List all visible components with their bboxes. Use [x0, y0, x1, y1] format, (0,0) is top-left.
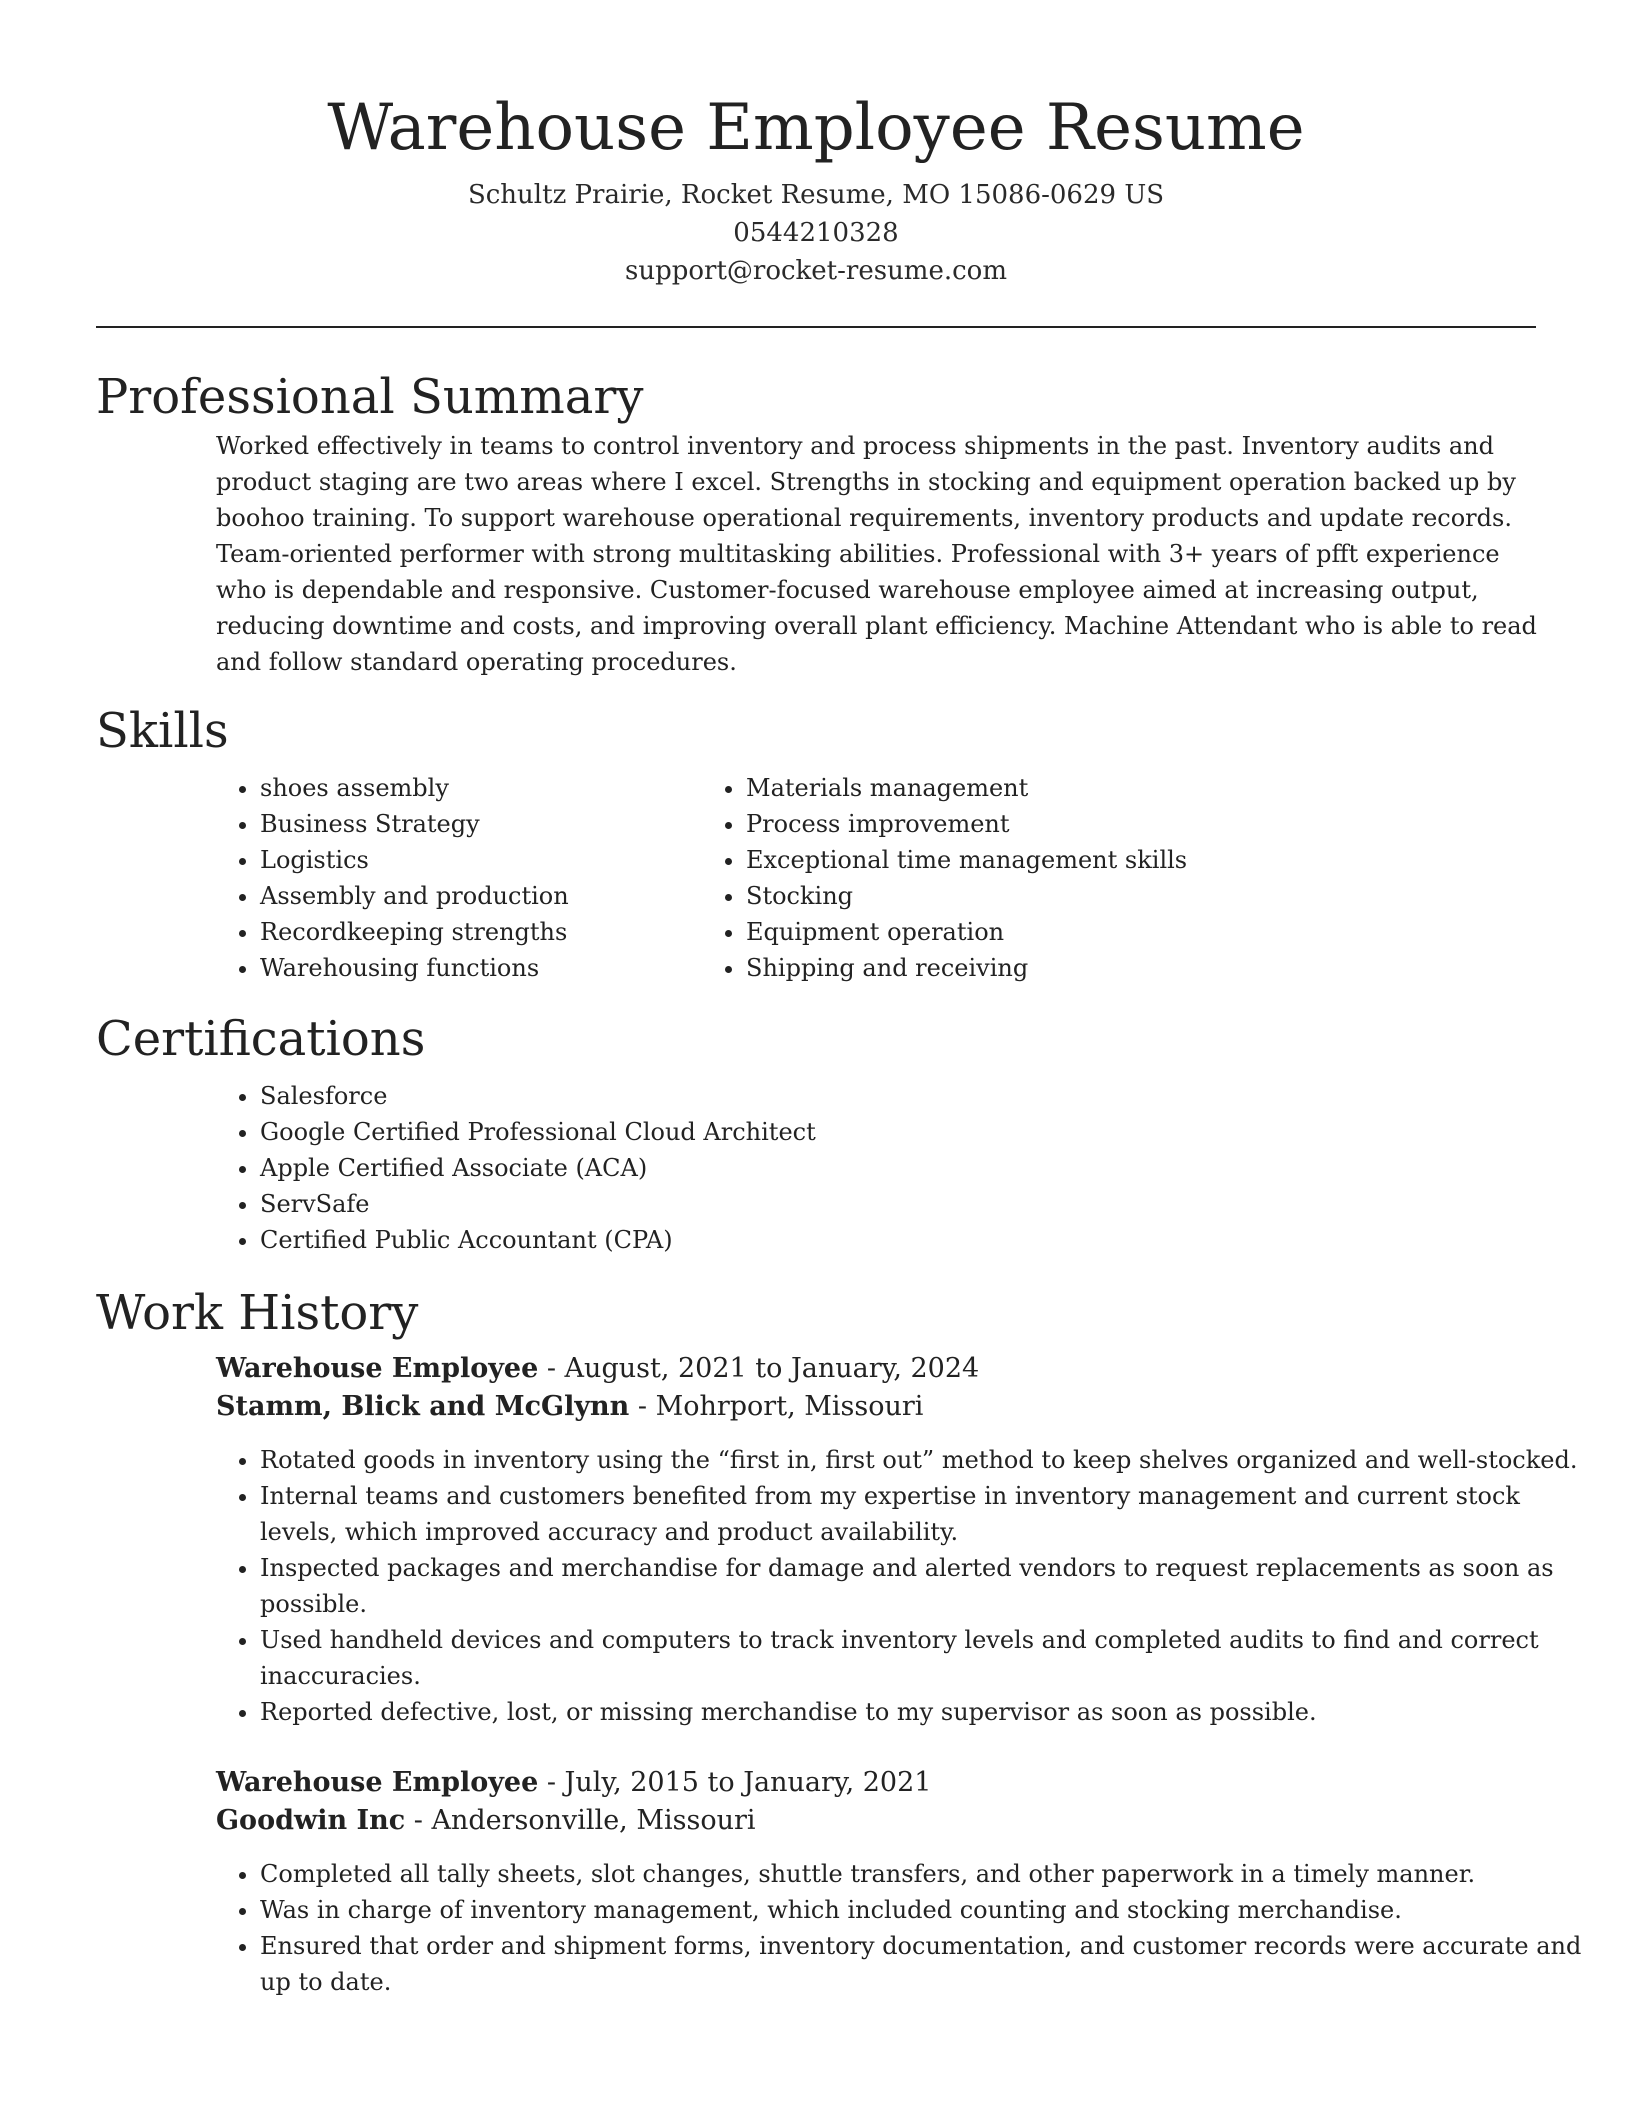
certifications-heading: Certifications — [96, 1011, 426, 1067]
job-bullets — [96, 1442, 1600, 1730]
job-bullets — [96, 1856, 1600, 2000]
resume-header — [96, 0, 1536, 290]
job-entry — [96, 1764, 1582, 2000]
header-divider — [96, 326, 1536, 328]
skill-item: • Business Strategy — [260, 806, 746, 842]
skill-item: • Assembly and production — [260, 878, 746, 914]
skill-item: • Equipment operation — [746, 914, 1187, 950]
job-title-line — [216, 1764, 1536, 1802]
job-bullet: • Inspected packages and merchandise for damage and alerted vendors to request replacements as soon as possible. — [260, 1550, 1600, 1622]
skills-list-right — [582, 770, 1187, 986]
certification-item: • Certified Public Accountant (CPA) — [260, 1222, 1536, 1258]
job-title-line — [216, 1350, 1536, 1388]
job-entry — [96, 1350, 1578, 1730]
skill-item: • shoes assembly — [260, 770, 746, 806]
skill-item: • Shipping and receiving — [746, 950, 1187, 986]
skill-item: • Logistics — [260, 842, 746, 878]
certifications-section — [96, 1008, 1536, 1258]
summary-section — [96, 366, 1536, 680]
contact-phone: 0544210328 — [733, 218, 899, 248]
job-company-line — [216, 1802, 1536, 1840]
job-bullet: • Rotated goods in inventory using the “first in, first out” method to keep shelves organized and well-stocked. — [260, 1442, 1600, 1478]
certification-item: • ServSafe — [260, 1186, 1536, 1222]
skill-item: • Recordkeeping strengths — [260, 914, 746, 950]
job-bullet: • Used handheld devices and computers to track inventory levels and completed audits to find and correct inaccuracies. — [260, 1622, 1600, 1694]
skill-item: • Warehousing functions — [260, 950, 746, 986]
contact-email: support@rocket-resume.com — [624, 256, 1007, 286]
job-bullet: • Completed all tally sheets, slot changes, shuttle transfers, and other paperwork in a timely manner. — [260, 1856, 1600, 1892]
skills-section — [96, 700, 1536, 986]
job-location: - Mohrport, Missouri — [629, 1391, 924, 1422]
skills-heading: Skills — [96, 703, 229, 759]
job-dates: - July, 2015 to January, 2021 — [538, 1767, 932, 1798]
resume-page — [96, 0, 1582, 2000]
skill-item: • Stocking — [746, 878, 1187, 914]
job-bullet: • Was in charge of inventory management, which included counting and stocking merchandise. — [260, 1892, 1600, 1928]
job-role: Warehouse Employee — [216, 1767, 539, 1798]
certification-item: • Google Certified Professional Cloud Architect — [260, 1114, 1536, 1150]
job-bullet: • Ensured that order and shipment forms, inventory documentation, and customer records were accurate and up to date. — [260, 1928, 1600, 2000]
job-company: Goodwin Inc — [216, 1805, 406, 1836]
contact-address: Schultz Prairie, Rocket Resume, MO 15086-0629 US — [467, 180, 1165, 210]
skills-columns — [96, 770, 1536, 986]
job-dates: - August, 2021 to January, 2024 — [538, 1353, 980, 1384]
job-location: - Andersonville, Missouri — [405, 1805, 756, 1836]
job-role: Warehouse Employee — [216, 1353, 539, 1384]
certifications-list — [96, 1078, 1536, 1258]
skill-item: • Exceptional time management skills — [746, 842, 1187, 878]
resume-title: Warehouse Employee Resume — [327, 91, 1305, 165]
work-history-section — [96, 1282, 1582, 2000]
summary-text: Worked effectively in teams to control inventory and process shipments in the past. Inventory audits and product staging are two areas where I excel. Strengths in stocking and equipment operation backed up by boohoo training. To support warehouse operational requirements, inventory products and update records. Team-oriented performer with strong multitasking abilities. Professional with 3+ years of pfft experience who is dependable and responsive. Customer-focused warehouse employee aimed at increasing output, reducing downtime and costs, and improving overall plant efficiency. Machine Attendant who is able to read and follow standard operating procedures. — [216, 432, 1537, 676]
job-bullet: • Internal teams and customers benefited from my expertise in inventory management and current stock levels, which improved accuracy and product availability. — [260, 1478, 1600, 1550]
skill-item: • Materials management — [746, 770, 1187, 806]
certification-item: • Salesforce — [260, 1078, 1536, 1114]
certification-item: • Apple Certified Associate (ACA) — [260, 1150, 1536, 1186]
skill-item: • Process improvement — [746, 806, 1187, 842]
job-bullet: • Reported defective, lost, or missing merchandise to my supervisor as soon as possible. — [260, 1694, 1600, 1730]
skills-column-right — [582, 770, 1187, 986]
job-company-line — [216, 1388, 1536, 1426]
summary-heading: Professional Summary — [96, 369, 644, 425]
work-history-heading: Work History — [96, 1285, 419, 1341]
job-company: Stamm, Blick and McGlynn — [216, 1391, 630, 1422]
